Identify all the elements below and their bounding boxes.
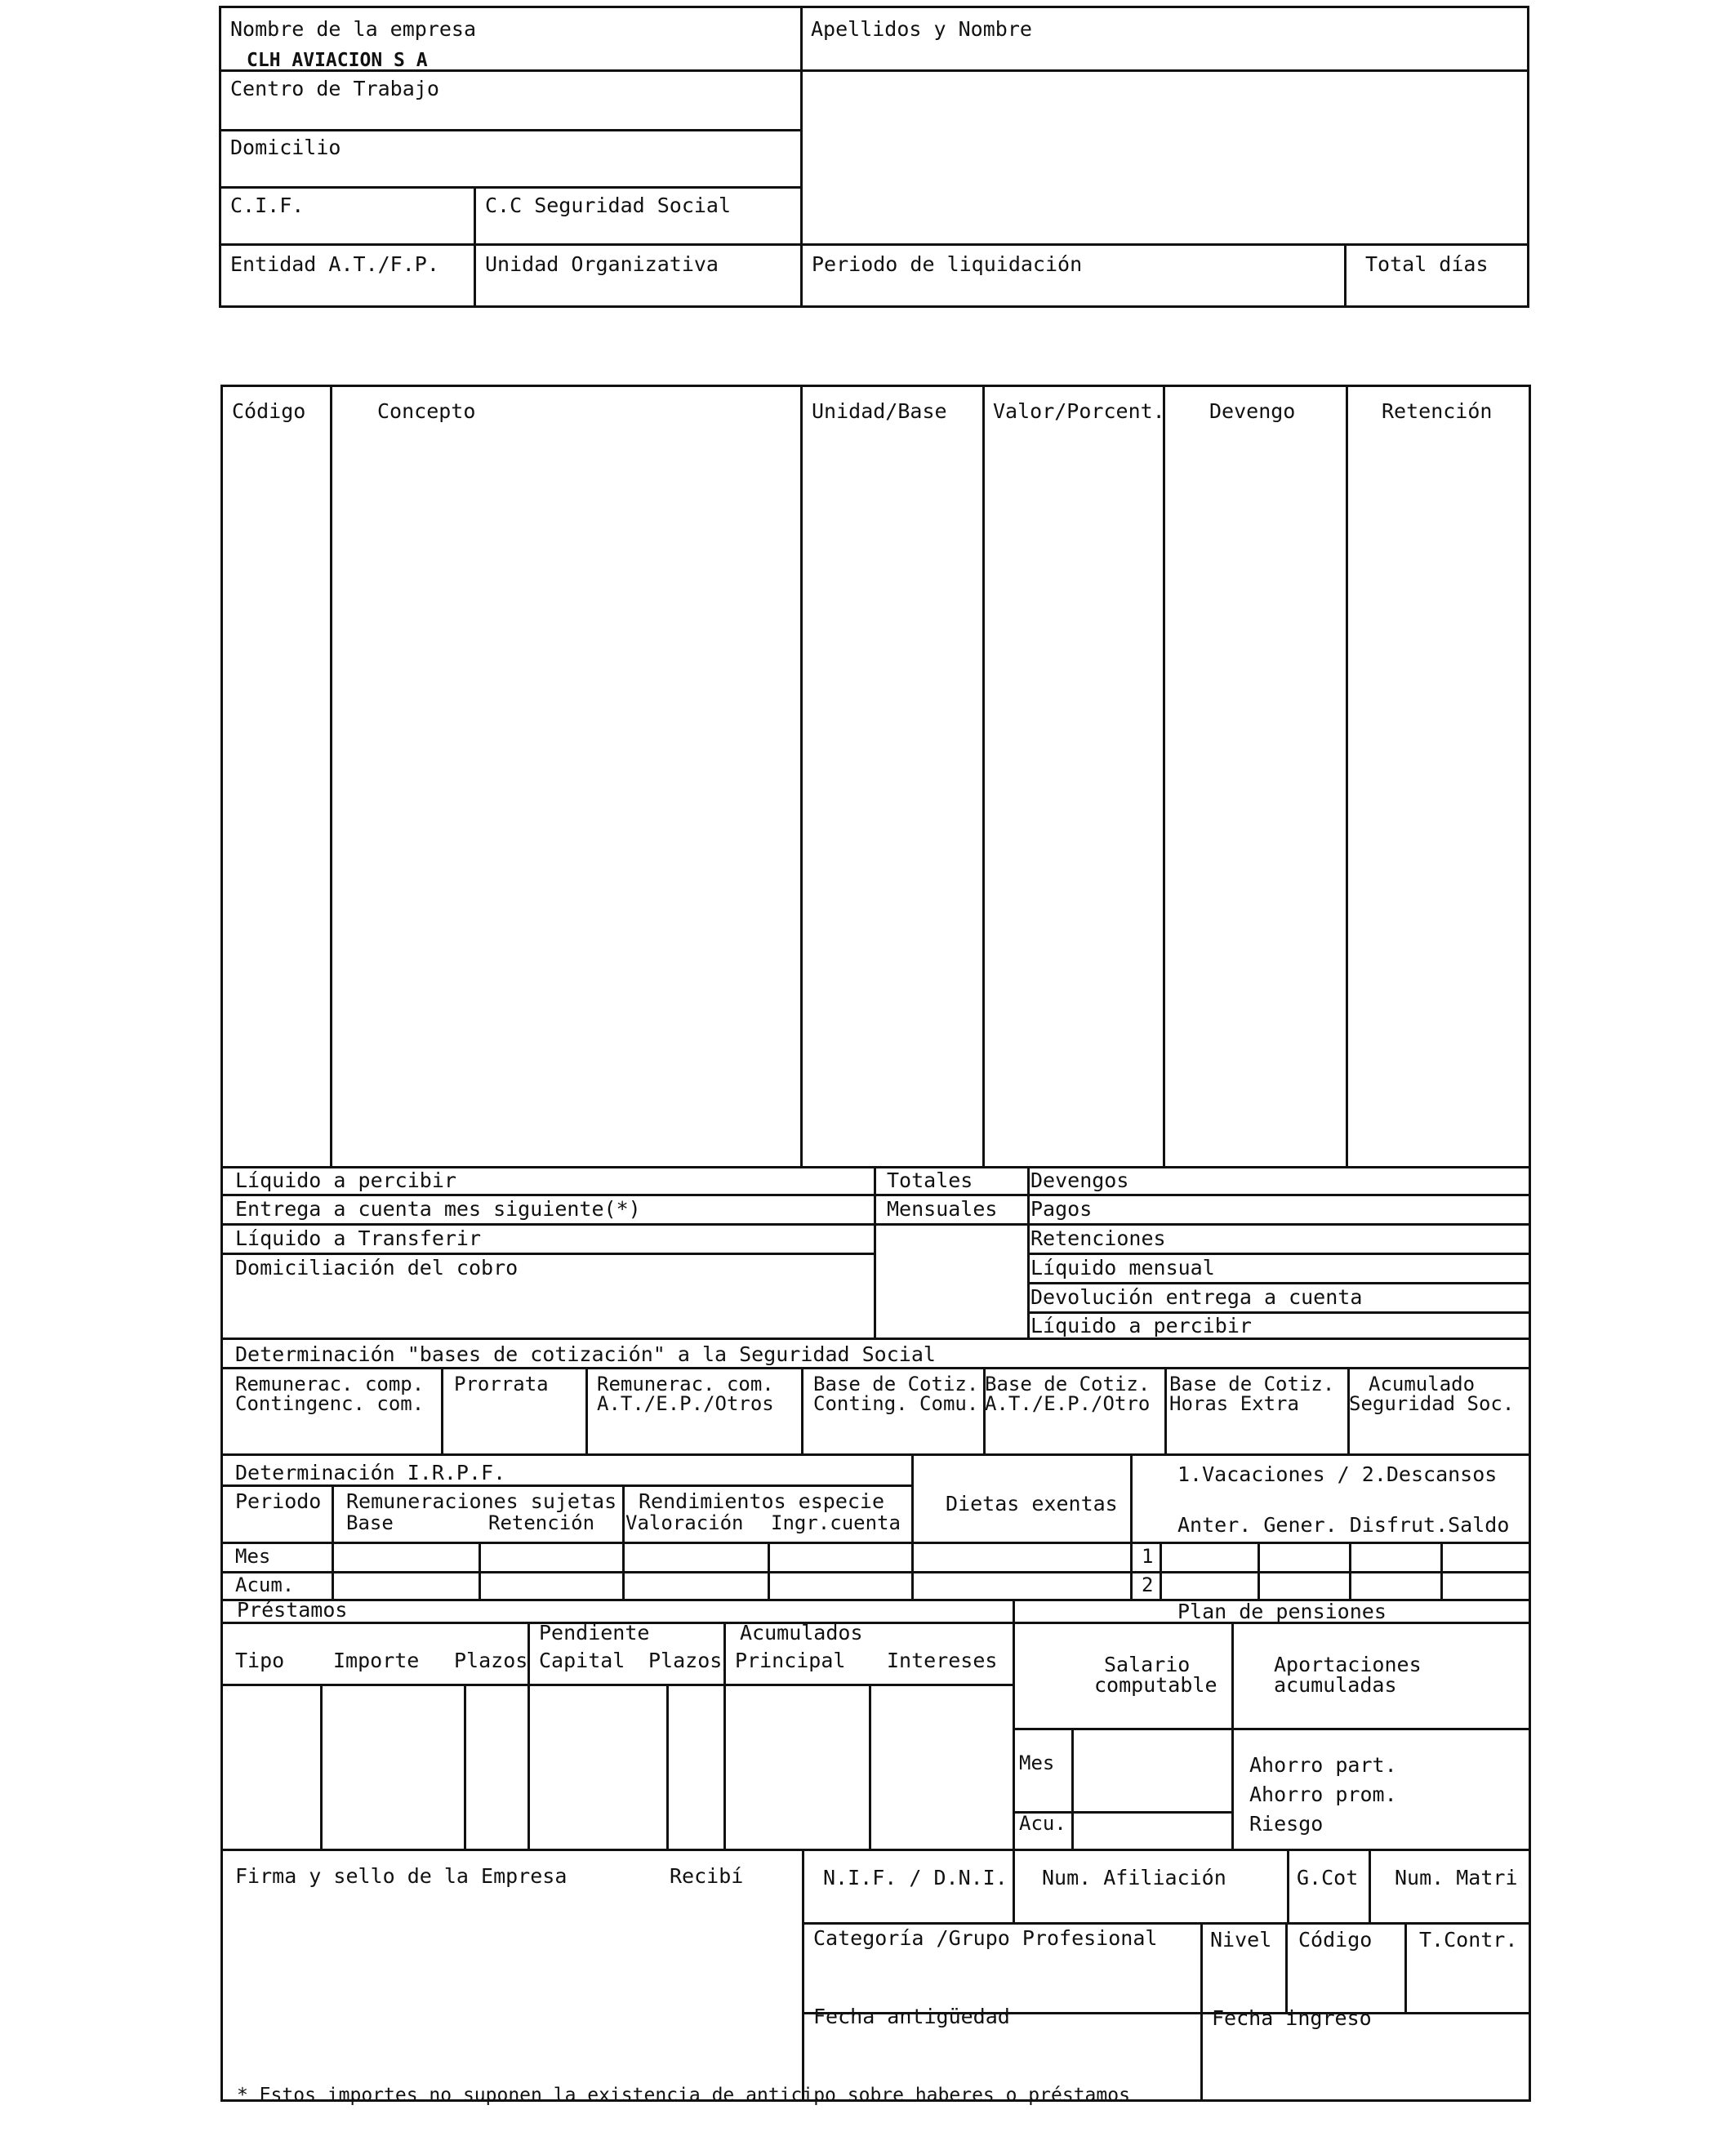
irpf-retention-label: Retención <box>488 1511 595 1534</box>
total-days-label: Total días <box>1365 252 1489 276</box>
net-transfer-label: Líquido a Transferir <box>235 1226 482 1250</box>
monthly-label: Mensuales <box>887 1197 998 1221</box>
irpf-row-accum: Acum. <box>235 1573 295 1596</box>
col-devengo: Devengo <box>1209 399 1296 423</box>
loans-accumulated-label: Acumulados <box>740 1621 863 1645</box>
ss-col5-line2: A.T./E.P./Otro <box>985 1392 1151 1415</box>
pensions-title: Plan de pensiones <box>1177 1600 1387 1623</box>
signature-label: Firma y sello de la Empresa <box>235 1864 568 1888</box>
net-pay-label: Líquido a percibir <box>235 1168 456 1192</box>
workplace-label: Centro de Trabajo <box>230 77 439 100</box>
loans-title: Préstamos <box>237 1598 348 1622</box>
level-label: Nivel <box>1210 1928 1272 1952</box>
ss-col6-line2: Horas Extra <box>1169 1392 1299 1415</box>
loans-pending-label: Pendiente <box>539 1621 650 1645</box>
risk-label: Riesgo <box>1249 1812 1324 1836</box>
pensions-row-accum: Acu. <box>1019 1812 1066 1835</box>
pensions-salary-2: computable <box>1094 1673 1217 1697</box>
contract-type-label: T.Contr. <box>1419 1928 1518 1952</box>
savings-part-label: Ahorro part. <box>1249 1753 1397 1777</box>
ss-col1-line1: Remunerac. comp. <box>235 1373 425 1395</box>
ss-col2-line1: Prorrata <box>454 1373 549 1395</box>
totals-label: Totales <box>887 1168 973 1192</box>
col-concepto: Concepto <box>377 399 476 423</box>
matri-label: Num. Matri <box>1395 1866 1518 1889</box>
retentions-label: Retenciones <box>1030 1226 1166 1250</box>
loans-col-amount: Importe <box>333 1649 420 1672</box>
company-label: Nombre de la empresa <box>230 17 477 41</box>
accruals-label: Devengos <box>1030 1168 1129 1192</box>
received-label: Recibí <box>670 1864 744 1888</box>
col-codigo: Código <box>232 399 306 423</box>
ss-col7-line2: Seguridad Soc. <box>1349 1392 1515 1415</box>
nif-label: N.I.F. / D.N.I. <box>823 1866 1008 1889</box>
vac-row-1: 1 <box>1142 1545 1154 1568</box>
ss-account-label: C.C Seguridad Social <box>485 194 732 217</box>
ss-col4-line2: Conting. Comu. <box>813 1392 979 1415</box>
loans-col-type: Tipo <box>235 1649 285 1672</box>
ss-col3-line1: Remunerac. com. <box>597 1373 774 1395</box>
loans-col-terms-2: Plazos <box>648 1649 723 1672</box>
irpf-title: Determinación I.R.P.F. <box>235 1461 506 1484</box>
irpf-ingr-label: Ingr.cuenta <box>771 1511 901 1534</box>
ss-bases-title: Determinación "bases de cotización" a la Seguridad Social <box>235 1342 936 1366</box>
vac-row-2: 2 <box>1142 1573 1154 1596</box>
irpf-rend-label: Rendimientos especie <box>639 1489 885 1513</box>
pensions-row-month: Mes <box>1019 1751 1055 1774</box>
irpf-base-label: Base <box>346 1511 394 1534</box>
irpf-valuation-label: Valoración <box>625 1511 744 1534</box>
irpf-remun-label: Remuneraciones sujetas <box>346 1489 617 1513</box>
org-unit-label: Unidad Organizativa <box>485 252 719 276</box>
col-valor-porcent: Valor/Porcent. <box>993 399 1165 423</box>
irpf-period-label: Periodo <box>235 1489 322 1513</box>
pensions-salary-1: Salario <box>1104 1653 1191 1676</box>
period-label: Periodo de liquidación <box>812 252 1083 276</box>
entity-label: Entidad A.T./F.P. <box>230 252 439 276</box>
ss-col3-line2: A.T./E.P./Otros <box>597 1392 774 1415</box>
loans-col-interest: Intereses <box>887 1649 998 1672</box>
pensions-contrib-1: Aportaciones <box>1274 1653 1422 1676</box>
code-label: Código <box>1298 1928 1373 1952</box>
ss-col7-line1: Acumulado <box>1369 1373 1476 1395</box>
footnote: * Estos importes no suponen la existencia de anticipo sobre haberes o préstamos <box>237 2085 1130 2106</box>
ss-col4-line1: Base de Cotiz. <box>813 1373 979 1395</box>
col-unidad-base: Unidad/Base <box>812 399 947 423</box>
hire-date-label: Fecha ingreso <box>1212 2006 1372 2030</box>
col-retencion: Retención <box>1382 399 1493 423</box>
loans-col-capital: Capital <box>539 1649 625 1672</box>
payments-label: Pagos <box>1030 1197 1093 1221</box>
ss-col6-line1: Base de Cotiz. <box>1169 1373 1335 1395</box>
payment-domiciliation-label: Domiciliación del cobro <box>235 1256 519 1280</box>
advance-next-month-label: Entrega a cuenta mes siguiente(*) <box>235 1197 641 1221</box>
irpf-row-month: Mes <box>235 1545 271 1568</box>
seniority-label: Fecha antigüedad <box>813 2005 1010 2028</box>
savings-prom-label: Ahorro prom. <box>1249 1783 1397 1806</box>
net-receive-label: Líquido a percibir <box>1030 1314 1252 1338</box>
cif-label: C.I.F. <box>230 194 305 217</box>
monthly-net-label: Líquido mensual <box>1030 1256 1215 1280</box>
employee-name-label: Apellidos y Nombre <box>811 17 1032 41</box>
ss-col5-line1: Base de Cotiz. <box>985 1373 1151 1395</box>
vacations-cols-label: Anter. Gener. Disfrut.Saldo <box>1177 1513 1510 1537</box>
pensions-contrib-2: acumuladas <box>1274 1673 1397 1697</box>
ss-col1-line2: Contingenc. com. <box>235 1392 425 1415</box>
loans-col-principal: Principal <box>735 1649 846 1672</box>
irpf-diets-label: Dietas exentas <box>946 1492 1118 1516</box>
loans-col-terms: Plazos <box>454 1649 528 1672</box>
address-label: Domicilio <box>230 136 341 159</box>
advance-refund-label: Devolución entrega a cuenta <box>1030 1285 1363 1309</box>
category-label: Categoría /Grupo Profesional <box>813 1926 1158 1950</box>
company-value: CLH AVIACION S A <box>247 50 428 71</box>
gcot-label: G.Cot <box>1297 1866 1359 1889</box>
affiliation-label: Num. Afiliación <box>1042 1866 1226 1889</box>
vacations-label: 1.Vacaciones / 2.Descansos <box>1177 1462 1498 1486</box>
